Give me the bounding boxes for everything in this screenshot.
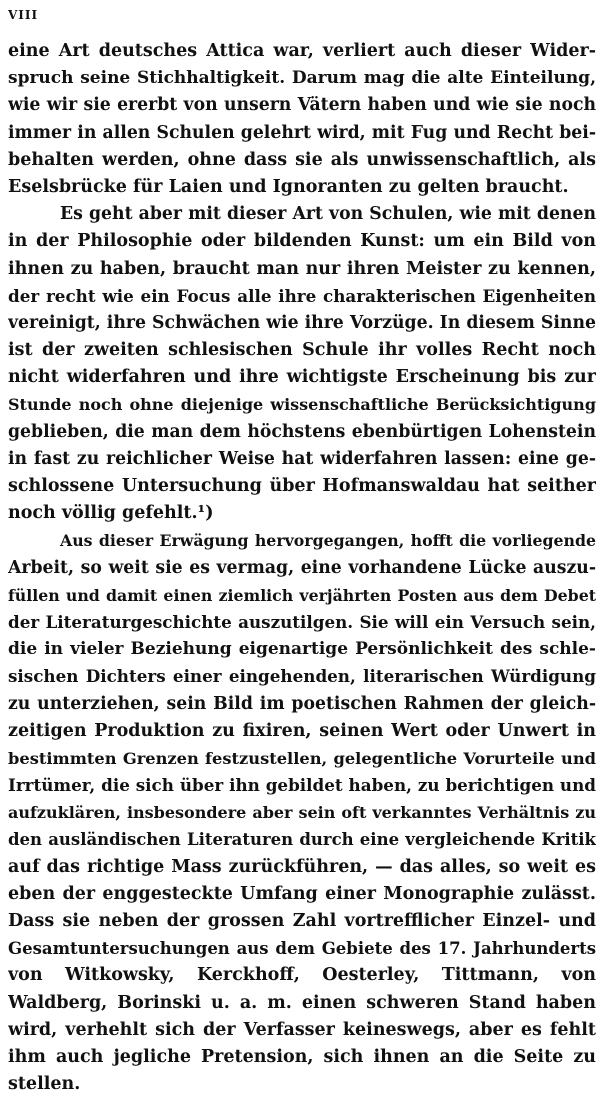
text-line: Stunde noch ohne diejenige wissenschaftliche Berücksichtigung [8,395,596,415]
text-line: nicht widerfahren und ihre wichtigste Erscheinung bis zur [8,367,596,388]
text-line: den ausländischen Literaturen durch eine vergleichende Kritik [8,830,596,850]
text-line: eine Art deutsches Attica war, verliert auch dieser Wider- [8,41,596,61]
page-number: VIII [8,8,39,22]
text-line: aufzuklären, insbesondere aber sein oft verkanntes Verhältnis zu [8,803,596,823]
body-text [8,38,596,1098]
text-line: Irrtümer, die sich über ihn gebildet haben, zu berichtigen und [8,775,596,796]
text-line: sischen Dichters einer eingehenden, literarischen Würdigung [8,666,596,687]
text-line: spruch seine Stichhaltigkeit. Darum mag die alte Einteilung, [8,68,596,89]
text-line: immer in allen Schulen gelehrt wird, mit Fug und Recht bei- [8,122,596,143]
text-line: ist der zweiten schlesischen Schule ihr volles Recht noch [8,340,596,361]
text-line: in der Philosophie oder bildenden Kunst: um ein Bild von [8,231,596,252]
text-line: die in vieler Beziehung eigenartige Persönlichkeit des schle- [8,639,596,660]
text-line: zeitigen Produktion zu fixiren, seinen Wert oder Unwert in [8,720,596,741]
text-line: Waldberg, Borinski u. a. m. einen schweren Stand haben [8,992,596,1013]
text-line: Eselsbrücke für Laien und Ignoranten zu gelten braucht. [8,176,569,197]
text-line: eben der enggesteckte Umfang einer Monographie zulässt. [8,883,596,904]
text-line: behalten werden, ohne dass sie als unwissenschaftlich, als [8,149,596,170]
text-line: der recht wie ein Focus alle ihre charakterischen Eigenheiten [8,285,596,306]
text-line: Gesamtuntersuchungen aus dem Gebiete des 17. Jahrhunderts [8,939,596,959]
text-line: geblieben, die man dem höchstens ebenbürtigen Lohenstein [8,421,596,442]
text-line: ihm auch jegliche Pretension, sich ihnen an die Seite zu [8,1046,596,1067]
text-line: bestimmten Grenzen festzustellen, gelegentliche Vorurteile und [8,748,596,768]
text-line: von Witkowsky, Kerckhoff, Oesterley, Tittmann, von [8,965,596,986]
text-line: zu unterziehen, sein Bild im poetischen Rahmen der gleich- [8,693,596,714]
text-line: Aus dieser Erwägung hervorgegangen, hofft die vorliegende [60,531,596,551]
text-line: wie wir sie ererbt von unsern Vätern haben und wie sie noch [8,95,596,116]
text-line: schlossene Untersuchung über Hofmanswaldau hat seither [8,476,596,496]
text-line: füllen und damit einen ziemlich verjährten Posten aus dem Debet [8,585,596,605]
text-line: in fast zu reichlicher Weise hat widerfahren lassen: eine ge- [8,448,596,469]
text-line: wird, verhehlt sich der Verfasser keineswegs, aber es fehlt [8,1019,596,1040]
text-line: noch völlig gefehlt.¹) [8,503,214,524]
text-line: der Literaturgeschichte auszutilgen. Sie will ein Versuch sein, [8,611,596,632]
text-line: Es geht aber mit dieser Art von Schulen, wie mit denen [60,204,596,225]
text-line: auf das richtige Mass zurückführen, — das alles, so weit es [8,856,596,877]
text-line: Arbeit, so weit sie es vermag, eine vorhandene Lücke auszu- [8,557,596,578]
text-line: ihnen zu haben, braucht man nur ihren Meister zu kennen, [8,258,596,279]
text-line: stellen. [8,1074,81,1095]
text-line: Dass sie neben der grossen Zahl vortrefflicher Einzel- und [8,911,596,931]
text-line: vereinigt, ihre Schwächen wie ihre Vorzüge. In diesem Sinne [8,312,596,333]
